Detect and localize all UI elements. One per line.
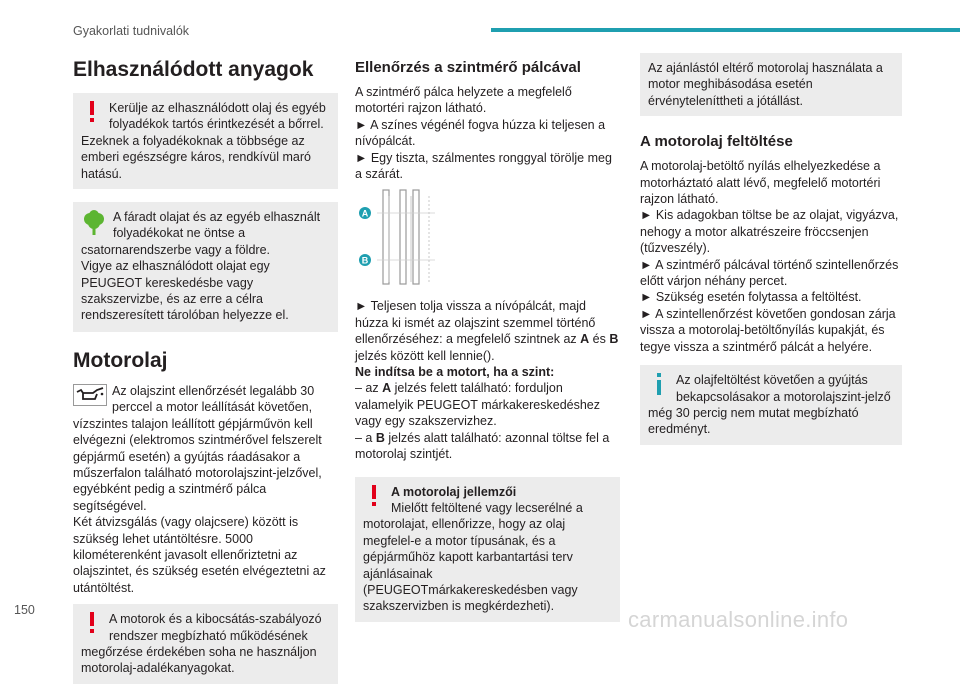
warning-box-oil-spec [355, 477, 620, 622]
section-title: Gyakorlati tudnivalók [73, 24, 190, 38]
fig-label-b: B [361, 255, 369, 266]
warning-box-additives [73, 604, 338, 684]
header-accent-bar [491, 28, 960, 32]
fig-label-a: A [361, 208, 369, 219]
refill-step-1: ► Kis adagokban töltse be az olajat, vigyázva, nehogy a motor alkatrészeire fröccsenjen (tűzveszély). [640, 208, 899, 256]
warranty-text: Az ajánlástól eltérő motorolaj használata a motor meghibásodása esetén érvényteleníttheti a jótállást. [648, 61, 883, 108]
oil-check-text: Az olajszint ellenőrzését legalább 30 perccel a motor leállítását követően, vízszintes talajon leállított gépjárművön kell elvégezni (elektromos szintmérővel felszerelt gépjármű esetén) a gyújtás ráadásakor a műszerfalon található motorolajszint-jelzővel, egyébként pedig a szintmérő pálca segítségével. [73, 383, 322, 513]
refill-location-text: A motorolaj-betöltő nyílás elhelyezkedése a motorháztató alatt lévő, megfelelő motortéri rajzon látható. [640, 159, 881, 207]
warning-icon [81, 612, 103, 634]
heading-engine-oil: Motorolaj [73, 348, 168, 372]
refill-step-3: ► Szükség esetén folytassa a feltöltést. [640, 290, 862, 305]
refill-step-2: ► A szintmérő pálcával történő szintellenőrzés előtt várjon néhány percet. [640, 257, 899, 289]
watermark: carmanualsonline.info [628, 607, 849, 632]
refill-step-4: ► A szintellenőrzést követően gondosan zárja vissza a motorolaj-betöltőnyílás kupakját, és tegye vissza a szintmérő pálcát a helyére. [640, 306, 896, 354]
dipstick-figure [355, 188, 620, 288]
warning-icon [363, 485, 385, 507]
heading-oil-refill: A motorolaj feltöltése [640, 133, 793, 151]
oil-can-icon [73, 384, 107, 406]
heading-dipstick-check: Ellenőrzés a szintmérő pálcával [355, 59, 581, 76]
warning-oil-spec-title: A motorolaj jellemzői [391, 484, 517, 499]
warning-icon [81, 101, 103, 123]
oil-intro [73, 383, 338, 596]
environment-text-1: A fáradt olajat és az egyéb elhasznált folyadékokat ne öntse a csatornarendszerbe vagy a földre. [81, 210, 321, 257]
environment-box [73, 202, 338, 332]
column-3 [640, 52, 902, 445]
info-icon [648, 373, 670, 395]
step-pull-out: ► A színes végénél fogva húzza ki teljesen a nívópálcát. [355, 117, 606, 149]
warning-oil-spec-text: Mielőtt feltöltené vagy lecserélné a motorolajat, ellenőrizze, hogy az olaj megfelel-e a motor típusának, és a gépjárműhöz kapott karbantartási terv ajánlásainak (PEUGEOTmárkakereskedésben vagy szakszervizben is megkérdezheti). [363, 500, 583, 614]
step-wipe: ► Egy tiszta, szálmentes ronggyal törölje meg a szárát. [355, 150, 612, 182]
note-box-warranty [640, 53, 902, 116]
dipstick-location-text: A szintmérő pálca helyzete a megfelelő motortéri rajzon látható. [355, 85, 572, 116]
column-2 [355, 52, 620, 622]
oil-topup-text: Két átvizsgálás (vagy olajcsere) között is szükség lehet utántöltésre. 5000 kilométerenként javasolt ellenőriztetni az olajszintet, és szükség esetén elvégeztetni az utántöltést. [73, 515, 326, 595]
info-refill-text: Az olajfeltöltést követően a gyújtás bekapcsolásakor a motorolajszint-jelző még 30 percig nem mutat megbízható eredményt. [648, 373, 891, 437]
column-1 [73, 52, 338, 684]
condition-below-b: – a B jelzés alatt található: azonnal töltse fel a motorolaj szintjét. [355, 430, 610, 462]
environment-text-2: Vigye az elhasználódott olajat egy PEUGEOT kereskedésbe vagy szakszervizbe, és az erre a célra rendszeresített tárolóban helyezze el. [81, 259, 289, 323]
page-number: 150 [14, 603, 35, 617]
condition-above-a: – az A jelzés felett található: forduljon valamelyik PEUGEOT márkakereskedéshez vagy egy szakszervizhez. [355, 381, 600, 429]
step-reinsert: ► Teljesen tolja vissza a nívópálcát, majd húzza ki ismét az olajszint szemmel történő ellenőrzéséhez: a megfelelő szintnek az A és B jelzés között kell lennie(). [355, 299, 619, 363]
environment-tree-icon [81, 210, 107, 236]
do-not-start-heading: Ne indítsa be a motort, ha a szint: [355, 365, 555, 380]
warning-additives-text: A motorok és a kibocsátás-szabályozó rendszer megbízható működésének megőrzése érdekében soha ne használjon motorolaj-adalékanyagokat. [81, 612, 322, 676]
info-box-refill [640, 365, 902, 445]
heading-used-materials: Elhasználódott anyagok [73, 58, 314, 81]
warning-text: Kerülje az elhasználódott olaj és egyéb folyadékok tartós érintkezését a bőrrel. Ezeknek a folyadékoknak a többsége az emberi egészségre káros, rendkívül maró hatású. [81, 101, 326, 181]
warning-box-skin-contact [73, 93, 338, 189]
